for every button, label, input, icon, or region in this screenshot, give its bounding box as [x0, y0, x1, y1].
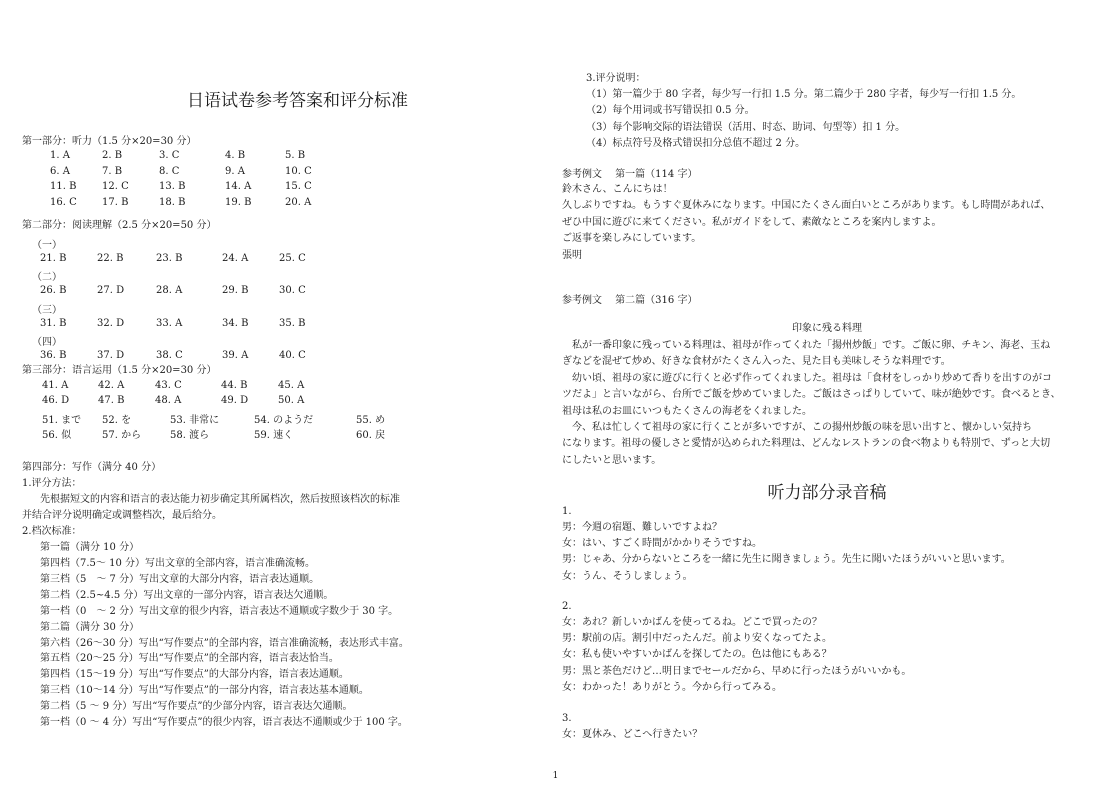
answer-item: 14. A — [225, 181, 252, 192]
dialogue-line: 女：あれ？新しいかばんを使ってるね。どこで買ったの？ — [562, 617, 822, 628]
answer-item: 44. B — [221, 380, 248, 391]
criteria-line: 第五档（20～25 分）写出“写作要点”的全部内容，语言表达恰当。 — [40, 653, 339, 665]
answer-item: 19. B — [225, 196, 252, 208]
answer-item: 40. C — [279, 350, 306, 362]
dialogue-line: 女：私も使いやすいかばんを探してたの。色は他にもある？ — [562, 649, 832, 661]
section-label: （一） — [32, 240, 62, 251]
answer-item: 20. A — [285, 196, 312, 208]
dialogue-line: 男：今週の宿題、難しいですよね？ — [562, 522, 722, 533]
answer-item: 47. B — [98, 395, 125, 407]
answer-item: 11. B — [50, 181, 77, 192]
scoring-line: （3）每个影响交际的语法错误（活用、时态、助词、句型等）扣 1 分。 — [586, 121, 906, 133]
answer-item: 30. C — [279, 285, 306, 297]
answer-item: 51. まで — [42, 414, 82, 426]
answer-item: 26. B — [40, 285, 67, 297]
answer-item: 43. C — [155, 380, 182, 391]
example1-heading: 参考例文 第一篇（114 字） — [562, 169, 698, 180]
answer-item: 10. C — [285, 165, 312, 177]
answer-item: 6. A — [50, 165, 70, 177]
criteria-line: 1.评分方法： — [22, 478, 82, 489]
dialogue-line: 男：黒と茶色だけど…明日までセールだから、早めに行ったほうがいいかも。 — [562, 665, 912, 677]
criteria-line: 第三档（10～14 分）写出“写作要点”的一部分内容，语言表达基本通顺。 — [40, 685, 369, 697]
answer-item: 17. B — [102, 196, 129, 208]
answer-item: 41. A — [42, 380, 69, 391]
answer-item: 24. A — [222, 253, 249, 264]
answer-item: 48. A — [155, 395, 182, 407]
dialogue-line: 女：うん、そうしましょう。 — [562, 570, 693, 582]
answer-item: 3. C — [159, 150, 180, 161]
answer-item: 59. 速く — [254, 430, 294, 442]
answer-item: 52. を — [102, 414, 132, 426]
answer-item: 34. B — [222, 317, 249, 329]
criteria-line: 第二档（2.5~4.5 分）写出文章的一部分内容，语言表达欠通顺。 — [40, 589, 334, 601]
answer-item: 1. A — [50, 150, 70, 161]
answer-item: 35. B — [279, 317, 306, 329]
essay-line: ご返事を楽しみにしています。 — [562, 233, 702, 245]
answer-item: 32. D — [97, 317, 125, 329]
criteria-line: 第一档（0 ～ 2 分）写出文章的很少内容，语言表达不通顺或字数少于 30 字。 — [40, 605, 399, 617]
answer-item: 42. A — [98, 380, 125, 391]
answer-item: 4. B — [225, 150, 246, 161]
answer-item: 50. A — [278, 395, 305, 407]
section-label: （四） — [32, 337, 62, 349]
criteria-line: 第四档（7.5～ 10 分）写出文章的全部内容，语言准确流畅。 — [40, 557, 315, 569]
dialogue-number: 3. — [562, 713, 572, 724]
essay-line: ぜひ中国に遊びに来てください。私がガイドをして、素敵なところを案内しますよ。 — [562, 216, 942, 228]
essay-line: になります。祖母の優しさと愛情が込められた料理は、どんなレストランの食べ物よりも特別で、ずっと大切 — [562, 438, 1051, 450]
answer-item: 53. 非常に — [170, 414, 220, 426]
answer-item: 12. C — [102, 181, 129, 192]
essay-line: 幼い頃、祖母の家に遊びに行くと必ず作ってくれました。祖母は「食材をしっかり炒めて香りを出すのがコ — [562, 372, 1052, 384]
essay-line: 張明 — [562, 249, 582, 261]
answer-item: 18. B — [159, 196, 186, 208]
essay-line: 久しぶりですね。もうすぐ夏休みになります。中国にたくさん面白いところがあります。もし時間があれば、 — [562, 200, 1051, 212]
essay-line: 今、私は忙しくて祖母の家に行くことが多いですが、この揚州炒飯の味を思い出すと、懐かしい気持ち — [562, 422, 1032, 433]
answer-item: 33. A — [156, 317, 183, 329]
criteria-line: 2.档次标准： — [22, 525, 82, 537]
answer-item: 5. B — [285, 150, 306, 161]
answer-item: 9. A — [225, 165, 245, 177]
answer-item: 60. 戻 — [356, 430, 386, 442]
part3-heading: 第三部分：语言运用（1.5 分×20=30 分） — [22, 365, 217, 376]
dialogue-line: 女：はい、すごく時間がかかりそうですね。 — [562, 538, 762, 550]
scoring-line: （1）第一篇少于 80 字者，每少写一行扣 1.5 分。第二篇少于 280 字者，每少写一行扣 1.5 分。 — [586, 89, 1022, 101]
dialogue-number: 2. — [562, 601, 572, 612]
answer-item: 39. A — [222, 350, 249, 362]
answer-item: 29. B — [222, 285, 249, 297]
answer-item: 37. D — [97, 350, 125, 362]
answer-item: 58. 渡ら — [170, 430, 210, 442]
document-title: 日语试卷参考答案和评分标准 — [187, 91, 408, 111]
criteria-line: 第二篇（满分 30 分） — [40, 621, 140, 633]
criteria-line: 第一篇（满分 10 分） — [40, 541, 140, 553]
scoring-line: 3.评分说明： — [586, 73, 646, 84]
essay-line: 私が一番印象に残っている料理は、祖母が作ってくれた「揚州炒飯」です。ご飯に卵、チキン、海老、玉ね — [562, 340, 1051, 351]
answer-item: 38. C — [156, 350, 183, 362]
answer-item: 2. B — [102, 150, 123, 161]
answer-item: 45. A — [278, 380, 305, 391]
criteria-line: 第三档（5 ～ 7 分）写出文章的大部分内容，语言表达通顺。 — [40, 573, 320, 585]
part2-heading: 第二部分：阅读理解（2.5 分×20=50 分） — [22, 220, 217, 231]
dialogue-line: 男：じゃあ、分からないところを一緒に先生に聞きましょう。先生に聞いたほうがいいと思います。 — [562, 554, 1011, 566]
answer-item: 8. C — [159, 165, 180, 177]
answer-item: 23. B — [156, 253, 183, 264]
listening-heading: 听力部分录音稿 — [767, 483, 887, 503]
answer-item: 13. B — [159, 181, 186, 192]
answer-item: 7. B — [102, 165, 123, 177]
answer-item: 46. D — [42, 395, 70, 407]
essay-line: 鈴木さん、こんにちは！ — [562, 184, 673, 195]
answer-item: 28. A — [156, 285, 183, 297]
criteria-line: 第六档（26～30 分）写出“写作要点”的全部内容，语言准确流畅，表达形式丰富。 — [40, 637, 409, 649]
answer-item: 27. D — [97, 285, 125, 297]
criteria-line: 第二档（5 ～ 9 分）写出“写作要点”的少部分内容，语言表达欠通顺。 — [40, 701, 353, 713]
answer-item: 15. C — [285, 181, 312, 192]
essay-line: ツだよ」と言いながら、台所でご飯を炒めていました。ご飯はさっぱりしていて、味が絶妙です。食べるとき、 — [562, 389, 1061, 401]
criteria-line: 并结合评分说明确定或调整档次，最后给分。 — [22, 509, 222, 521]
answer-item: 31. B — [40, 317, 67, 329]
essay-line: 祖母は私のお皿にいつもたくさんの海老をくれました。 — [562, 405, 812, 417]
page-number: 1 — [552, 771, 559, 781]
dialogue-line: 男：駅前の店。割引中だったんだ。前より安くなってたよ。 — [562, 633, 832, 645]
part4-heading: 第四部分：写作（满分 40 分） — [22, 462, 162, 473]
scoring-line: （2）每个用词或书写错误扣 0.5 分。 — [586, 105, 755, 117]
answer-item: 56. 似 — [42, 430, 72, 442]
dialogue-number: 1. — [562, 506, 572, 517]
part1-heading: 第一部分：听力（1.5 分×20=30 分） — [22, 136, 197, 147]
dialogue-line: 女：わかった！ありがとう。今から行ってみる。 — [562, 681, 782, 693]
criteria-line: 第一档（0 ～ 4 分）写出“写作要点”的很少内容，语言表达不通顺或少于 100 字。 — [40, 717, 408, 729]
dialogue-line: 女：夏休み、どこへ行きたい？ — [562, 729, 703, 740]
answer-item: 57. から — [102, 430, 142, 442]
criteria-line: 第四档（15～19 分）写出“写作要点”的大部分内容，语言表达通顺。 — [40, 669, 349, 681]
answer-item: 21. B — [40, 253, 67, 264]
answer-item: 16. C — [50, 196, 77, 208]
answer-item: 54. のようだ — [254, 414, 314, 426]
scoring-line: （4）标点符号及格式错误扣分总值不超过 2 分。 — [586, 137, 806, 149]
answer-item: 49. D — [221, 395, 249, 407]
criteria-line: 先根据短文的内容和语言的表达能力初步确定其所属档次，然后按照该档次的标准 — [40, 493, 400, 505]
example2-heading: 参考例文 第二篇（316 字） — [562, 295, 698, 306]
answer-item: 25. C — [279, 253, 306, 264]
section-label: （三） — [32, 304, 62, 316]
essay-line: ぎなどを混ぜて炒め、好きな食材がたくさん入った、見た目も美味しそうな料理です。 — [562, 356, 951, 368]
answer-item: 55. め — [356, 414, 386, 426]
answer-item: 22. B — [97, 253, 124, 264]
section-label: （二） — [32, 272, 62, 284]
essay-line: にしたいと思います。 — [562, 454, 662, 466]
essay-title: 印象に残る料理 — [792, 323, 862, 334]
answer-item: 36. B — [40, 350, 67, 362]
